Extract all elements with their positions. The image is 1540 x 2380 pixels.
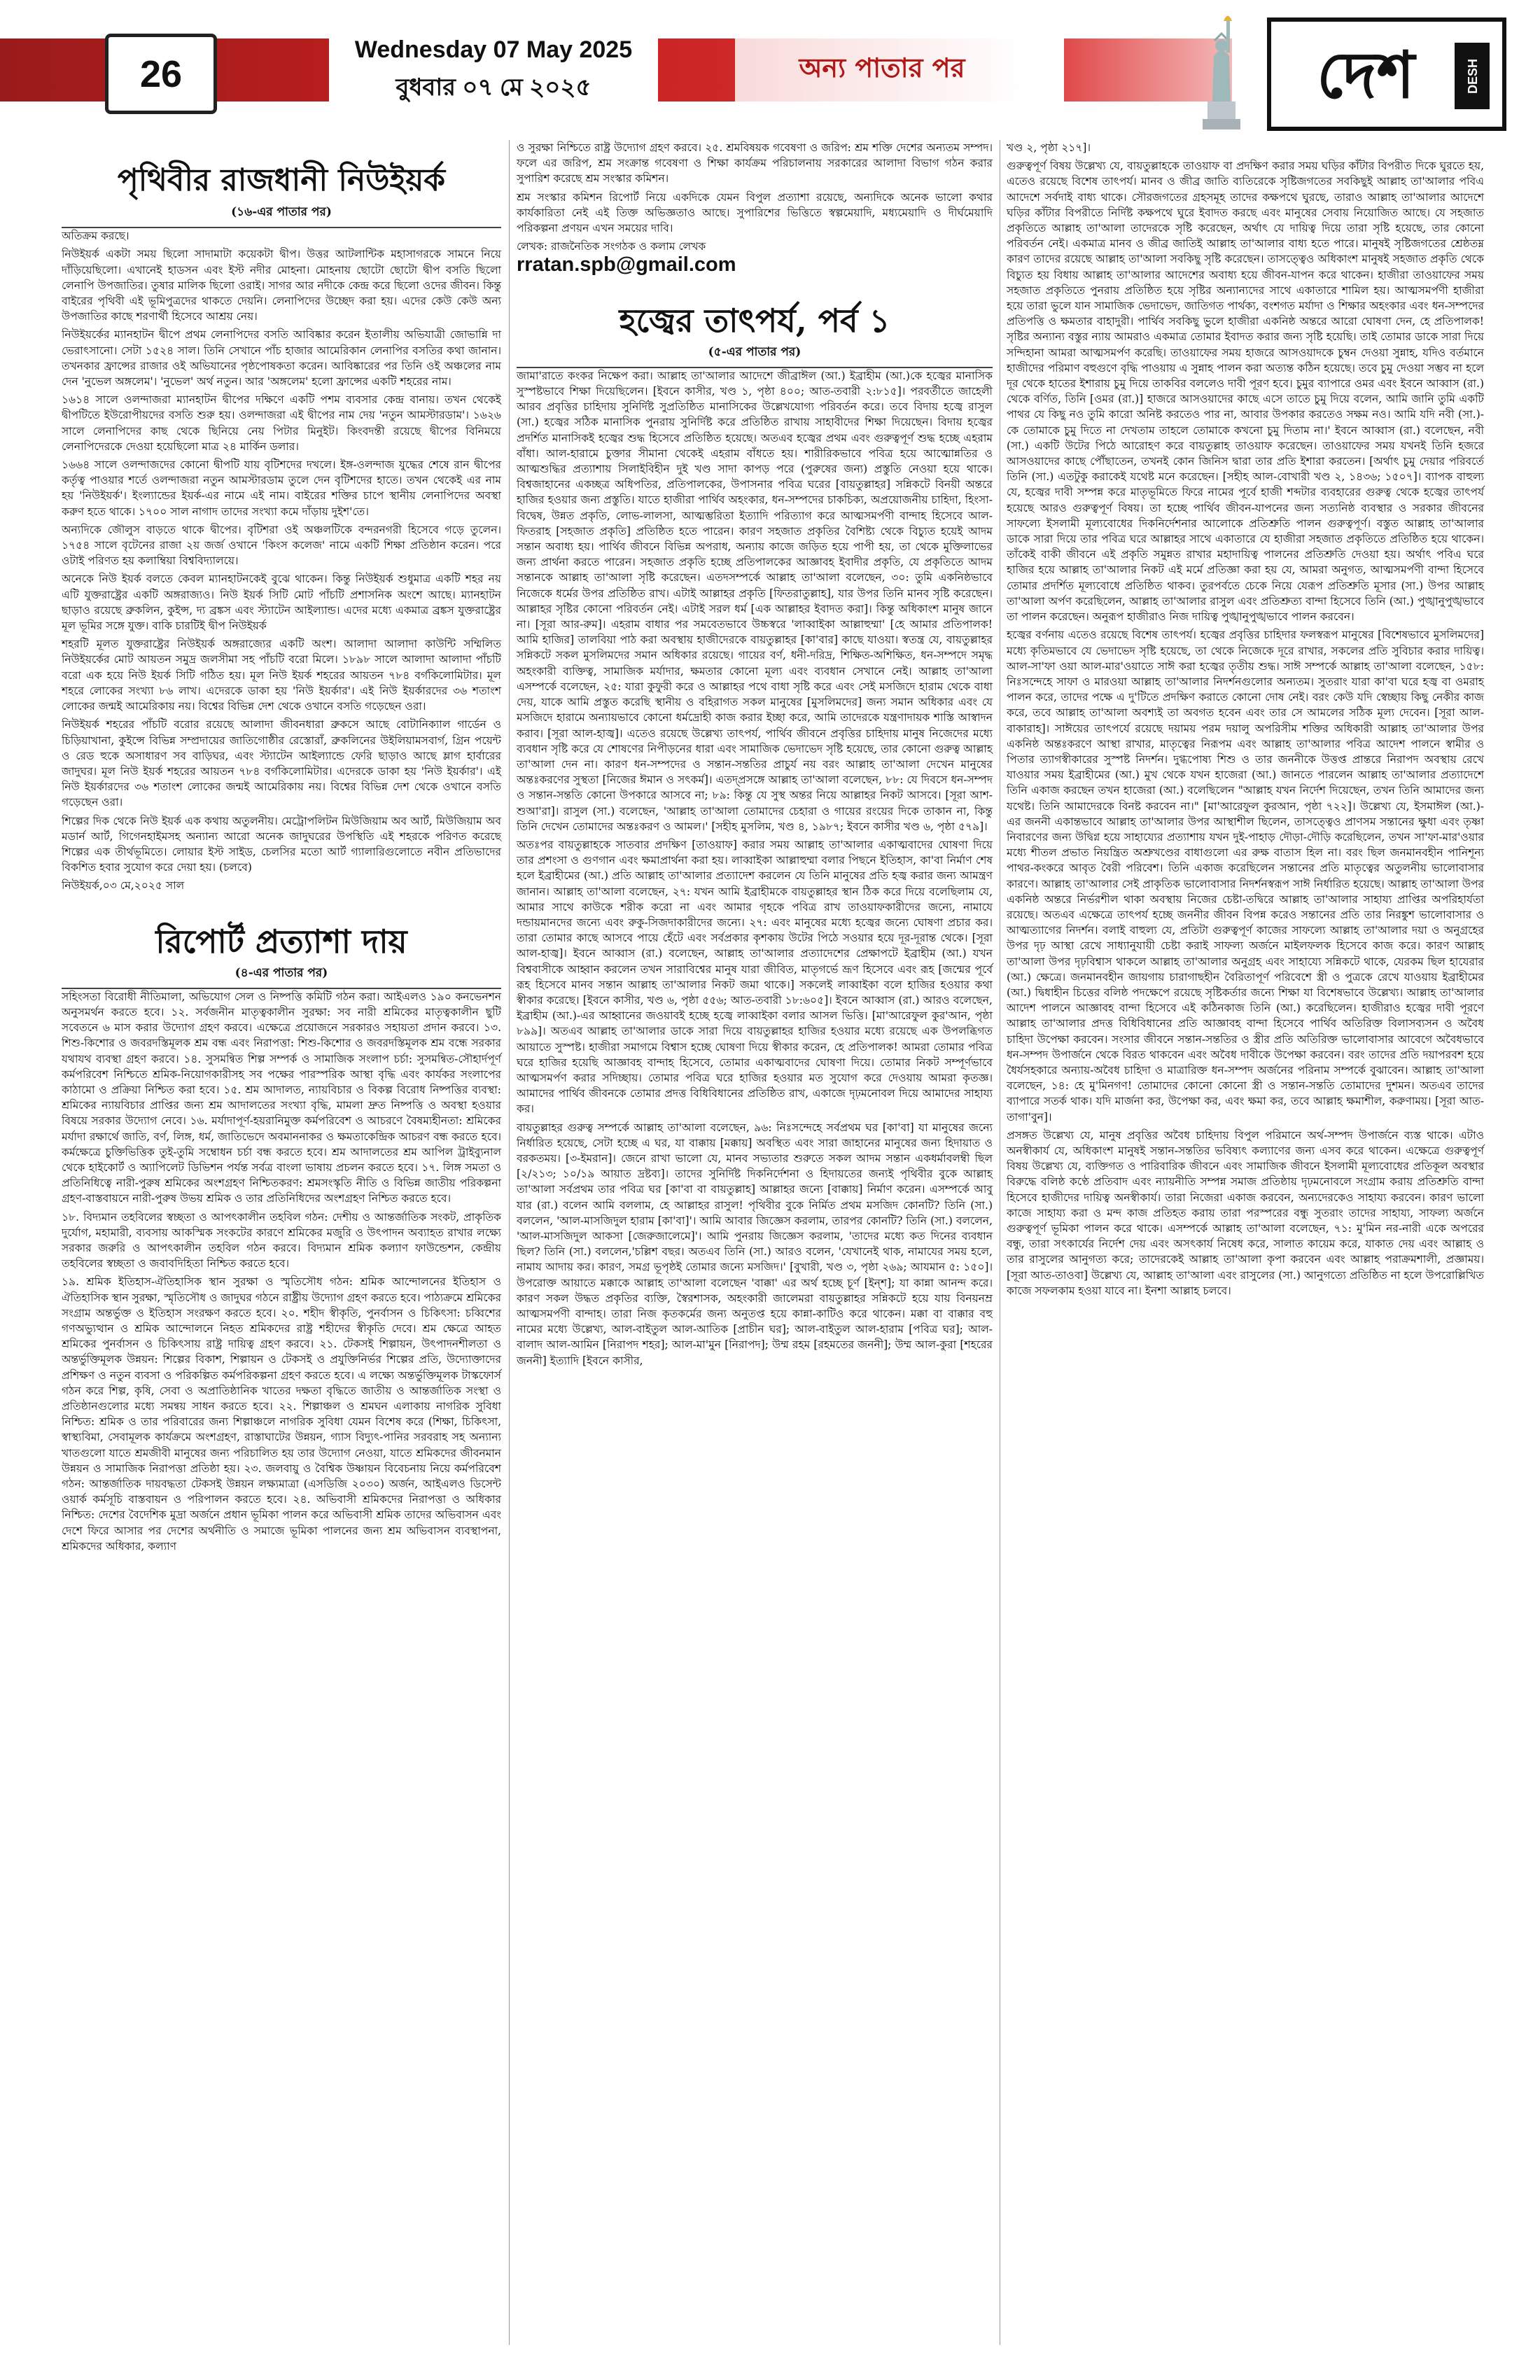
paragraph: শহরটি মূলত যুক্তরাষ্ট্রের নিউইয়র্ক অঙ্গরাজ্যের একটি অংশ। আলাদা আলাদা কাউন্টি সম্মিলিত নিউইয়র্কের মোট আয়তন সমুদ্র জলসীমা সহ পাঁচটি বরো মিলে। ১৮৯৮ সালে আলাদা আলাদা পাঁচটি বরো এক হয়ে নিউ ইয়র্ক সিটি গঠিত হয়। মূল নিউ ইয়র্ক শহরের আয়তন ৭৮৪ বর্গকিলোমিটার। মূল শহরে লোকের সংখ্যা ৮৬ লাখ। এদেরকে ডাকা হয় 'নিউ ইয়র্কার'। এই নিউ ইয়র্কারদের ৩৬ শতাংশ লোকের জন্মই আমেরিকায় নয়। বিশ্বের বিভিন্ন দেশ থেকে ওখানে বসতি গড়েছেন ওরা। [62, 638, 501, 713]
paragraph: ১৮. বিদ্যমান তহবিলের স্বচ্ছতা ও আপৎকালীন তহবিল গঠন: দেশীয় ও আন্তর্জাতিক সংকট, প্রাকৃতিক দুর্যোগ, মহামারী, ব্যবসায় আকস্মিক সংকটের কারণে শ্রমিকের মজুরি ও উৎপাদন অব্যাহত রাখার লক্ষ্যে সরকার জরুরি ও আপৎকালীন তহবিল গঠন করবে। বিদ্যমান শ্রমিক কল্যাণ ফাউন্ডেশন, কেন্দ্রীয় তহবিলের স্বচ্ছতা ও জবাবদিহিতা নিশ্চিত করতে হবে। [62, 1210, 501, 1270]
author-byline: লেখক: রাজনৈতিক সংগঠক ও কলাম লেখক [517, 240, 706, 253]
paragraph: ১৬১৪ সালে ওলন্দাজরা ম্যানহাটন দ্বীপের দক্ষিণে একটি পশম ব্যবসার কেন্দ্র বানায়। তখন থেকেই দ্বীপটিতে ইউরোপীয়দের বসতি শুরু হয়। ওলন্দাজরা এই দ্বীপের নাম দেয় 'নতুন আমস্টারডাম'। ১৬২৬ সালে লেনাপিদের কাছ থেকে ছিনিয়ে নেয় পিটার মিনুইট। কিংবদন্তী রয়েছে দ্বীপের বিনিময়ে লেনাপিদেরকে দেওয়া হয়েছিলো মাত্র ২৪ মার্কিন ডলার। [62, 393, 501, 453]
page-number: 26 [105, 34, 217, 114]
paragraph: অন্যদিকে জৌলুস বাড়তে থাকে দ্বীপের। বৃটিশরা ওই অঞ্চলটিকে বন্দরনগরী হিসেবে গড়ে তুলেন। ১৭৫৪ সালে বৃটেনের রাজা ২য় জর্জ ওখানে 'কিংস কলেজ' নামে একটি শিক্ষা প্রতিষ্ঠান করেন। পরে ওটাই পরিণত হয় কলাম্বিয়া বিশ্ববিদ্যালয়ে। [62, 523, 501, 568]
paragraph: জামা'রাতে কংকর নিক্ষেপ করা। আল্লাহ তা'আলার আদেশে জীব্রাঈল (আ.) ইব্রাহীম (আ.)কে হজ্বের মানাসিক সুস্পষ্টভাবে শিক্ষা দিয়েছিলেন। [ইবনে কাসীর, খণ্ড ১, পৃষ্ঠা ৪০০; আত-তবারী ২:৮১৫]। পরবর্তীতে জাহেলী আরব প্রবৃত্তির চাহিদায় সুনির্দিষ্ট সুপ্রতিষ্ঠিত মানাসিকের উল্লেখযোগ্য পরিবর্তন করে। তবে বিদায় হজ্বে রাসুল (সা.) হজ্বের সঠিক মানাসিক পুনরায় সুনির্দিষ্ট করে প্রতিষ্ঠিত রাখায় সাহাবীদের শিক্ষা দিয়েছেন। বিদায় হজ্বের প্রদর্শিত মানাসিকই হজ্বের শুদ্ধ হিসেবে প্রতিষ্ঠিত হয়েছে। অতএব হজ্বের প্রথম এবং গুরুত্বপূর্ণ শুদ্ধ হচ্ছে এহরাম বাঁধা। আল-হারামে চুক্তার সীমানা থেকেই এহরাম বাঁধতে হয়। শারীরিকভাবে পবিত্র হয়ে আত্মোন্নতির ও আত্মশুদ্ধির প্রত্যাশায় সিলাইবিহীন দুই খণ্ড সাদা কাপড় পরে (পুরুষের জন্য) প্রস্তুতি নেওয়া হয়ে থাকে। বিশ্বজাহানের একচ্ছত্র অধিপতির, প্রতিপালকের, উপাসনার পবিত্র ঘরের [বায়তুল্লাহর] সন্নিকটে বিনয়ী অন্তরে হাজির হওয়ার জন্য প্রস্তুতি। যাতে হাজীরা পার্থিব অহংকার, ধন-সম্পদের চাকচিক্য, অপ্রয়োজনীয় চাহিদা, হিংসা-বিদ্বেষ, উন্নত প্রকৃতি, লোভ-লালসা, আত্মম্ভরিতা ইত্যাদি পরিত্যাগ করে আত্মসমর্পণী বান্দাহ হিসেবে আল-ফিতরাহ [সহজাত প্রকৃতি] প্রতিষ্ঠিত হতে পারেন। কারণ সহজাত প্রকৃতির বৈশিষ্ট্য থেকে বিচ্যুত হয়েই আদম সন্তান অবাধ্য হয়। পার্থিব জীবনে বিভিন্ন অপরাধ, অন্যায় কাজে জড়িত হয়ে পাপী হয়, তা থেকে মুক্তিলাভের জন্য প্রার্থনা করতে পারেন। সহজাত প্রকৃতি হচ্ছে প্রতিপালকের আজ্ঞাবহ ইবাদীর প্রকৃতি, যে প্রকৃতিতে আদম সন্তানকে আল্লাহ তা'আলা সৃষ্টি করেছেন। এতদসম্পর্কে আল্লাহ তা'আলা বলেছেন, ৩০: তুমি একনিষ্ঠভাবে নিজেকে ধর্মের উপর প্রতিষ্ঠিত রাখ। এটাই আল্লাহর প্রকৃতি [ফিতরাতুল্লাহ], যার উপর তিনি মানব সৃষ্টি করেছেন। আল্লাহর সৃষ্টির কোনো পরিবর্তন নেই। এটাই সরল ধর্ম [এক আল্লাহর ইবাদত করা]। কিন্তু অধিকাংশ মানুষ জানে না। [সূরা আর-রুম]। এহরাম বাধার পর সমবেতভাবে উচ্চস্বরে 'লাব্বাইকা আল্লাহুম্মা' [হে আমার প্রতিপালক! আমি হাজির] তালবিয়া পাঠ করা অবস্থায় হাজীদেরকে বায়তুল্লাহর [কা'বার] কাছে যাওয়া। স্বতন্ত্র যে, বায়তুল্লাহর সন্নিকটে সকল মুসলিমদের সমান অধিকার রয়েছে। গায়ের বর্ণ, ধনী-দরিদ্র, শিক্ষিত-অশিক্ষিত, ধন-সম্পদে সমৃদ্ধ অহংকারী ব্যক্তিত্ব, সামাজিক মর্যাদার, ক্ষমতার কোনো মূল্য এবং ব্যবধান সেখানে নেই। আল্লাহ তা'আলা এসম্পর্কে বলেছেন, ২৫: যারা কুফুরী করে ও আল্লাহর পথে বাধা সৃষ্টি করে এবং সেই মসজিদে হারাম থেকে বাধা দেয়, যাকে আমি প্রস্তুত করেছি স্থানীয় ও বহিরাগত সকল মানুষের [মুসলিমদের] জন্য সমান অধিকার এবং যে মসজিদে হারামে অন্যায়ভাবে কোনো ধর্মদ্রোহী কাজ করার ইচ্ছা করে, আমি তাদেরকে যন্ত্রণাদায়ক শাস্তি আস্বাদন করাব। [সূরা আল-হাজ্ব]। এতেও রয়েছে উল্লেখ্য তাৎপর্য, পার্থিব জীবনে প্রবৃত্তির চাহিদায় মানুষ নিজেদের মধ্যে ব্যবধান সৃষ্টি করে যে শোষণের নিপীড়নের ধারা এবং সামাজিক ভেদাভেদ সৃষ্টি হয়েছে, তার কোনো গুরুত্ব আল্লাহ তা'আলা দেন না। কারণ ধন-সম্পদের ও সন্তান-সন্ততির প্রাচুর্য নয় বরং আল্লাহ তা'আলা দেখেন মানুষের অন্তঃকরণের সুস্থতা [নিজের ঈমান ও সৎকর্ম]। এতদ্প্রসঙ্গে আল্লাহ তা'আলা বলেছেন, ৮৮: যে দিবসে ধন-সম্পদ ও সন্তান-সন্ততি কোনো উপকারে আসবে না; ৮৯: কিন্তু যে সুস্থ অন্তর নিয়ে আল্লাহর নিকট আসবে। [সূরা আশ-শুআ'রা]। রাসুল (সা.) বলেছেন, 'আল্লাহ তা'আলা তোমাদের চেহারা ও গায়ের রংয়ের দিকে তাকান না, কিন্তু তিনি দেখেন তোমাদের অন্তঃকরণ ও আমল।' [সহীহ মুসলিম, খণ্ড ৪, ১৯৮৭; ইবনে কাসীর খণ্ড ৬, পৃষ্ঠা ৫৭৯]। [517, 369, 993, 833]
continued-from: (৪-এর পাতার পর) [234, 965, 328, 980]
author-email: rratan.spb@gmail.com [517, 253, 736, 276]
paragraph: শিল্পের দিক থেকে নিউ ইয়র্ক এক কথায় অতুলনীয়। মেট্রোপলিটন মিউজিয়াম অব আর্ট, মিউজিয়াম অব মডার্ন আর্ট, গিগেনহাইমসহ অন্যান্য আরো অনেক জাদুঘরের উপস্থিতি এই শহরকে পরিণত করেছে শিল্পের এক তীর্থভূমিতে। লোয়ার ইস্ট সাইড, চেলসির মতো আর্ট গ্যালারিগুলোতে নবীন প্রতিভাদের বিকশিত হবার সুযোগ করে দেয়া হয়। (চলবে) [62, 814, 501, 874]
paragraph: হজ্বের বর্ণনায় এতেও রয়েছে বিশেষ তাৎপর্য। হজ্বের প্রবৃত্তির চাহিদার ফলস্বরূপ মানুষের [বিশেষভাবে মুসলিমদের] মধ্যে কৃতিমভাবে যে ভেদাভেদ সৃষ্টি হয়েছে, তা থেকে নিজেকে দূরে রাখার, সকলের প্রতি সুবিচার করার দায়িত্ব। আল-সা'ফা ওয়া আল-মার'ওয়াতে সাঈ করা হজ্বের তৃতীয় শুদ্ধ। সাঈ সম্পর্কে আল্লাহ তা'আলা বলেছেন, ১৫৮: নিঃসন্দেহে সাফা ও মারওয়া আল্লাহ তা'আলার নিদর্শনগুলোর অন্যতম। সুতরাং যারা কা'বা ঘরে হজ্ব বা ওমরাহ পালন করে, তাদের পক্ষে এ দু'টিতে প্রদক্ষিণ করাতে কোনো দোষ নেই। বরং কেউ যদি স্বেচ্ছায় কিছু নেকীর কাজ করে, তবে আল্লাহ তা'আলা অবশ্যই তা অবগত হবেন এবং তার সে আমলের সঠিক মূল্য দেবেন। [সূরা আল-বাকারাহ]। সাঈয়ের তাৎপর্যে রয়েছে দয়াময় পরম দয়ালু অপরিসীম শক্তির অধিকারী আল্লাহ তা'আলার উপর একনিষ্ঠ অন্তঃকরণে আস্থা রাখার, মাতৃত্বের নিরূপম এবং আল্লাহ তা'আলার পবিত্র আদেশ পালনে স্বামীর ও পিতার ত্যাগস্বীকারের সুস্পষ্ট নিদর্শন। দুগ্ধপোষ্য শিশু ও তার জননীকে উত্তপ্ত প্রান্তরে নিরাপদ অবস্থায় রেখে যাওয়ার সময় ইব্রাহীমের (আ.) মুখ থেকে যখন হাজেরা (আ.) জানতে পারলেন আল্লাহ তা'আলার প্রত্যাদেশে তিনি একাজ করছেন তখন হাজেরা (আ.) বলেছিলেন "আল্লাহ যখন নির্দেশ দিয়েছেন, তখন তিনি আমাদের জন্য যথেষ্ট। তিনি আমাদেরকে বিনষ্ট করবেন না।" [মা'আরেফুল কুরআন, পৃষ্ঠা ৭২২]। উল্লেখ্য যে, ইসমাঈল (আ.)-এর জননী একান্তভাবে আল্লাহ তা'আলার উপর আস্থাশীল ছিলেন, তাসত্ত্বেও প্রাণসম সন্তানের ক্ষুধা এবং তৃষ্ণা নিবারণের জন্য উদ্বিগ্ন হয়ে সাহায্যের প্রত্যাশায় যখন দুই-পাহাড় দৌড়া-দৌড়ি করেছিলেন, তখন সা'ফা-মার'ওয়ার মধ্যে শীতল প্রভাত নিয়ন্ত্রিত অশ্রুখণ্ডের বাধাগুলো এর রুক্ষ বাতাস হিল না। বরং ছিল জনমানবহীন পানিশূন্য পাথর-কংকরে আবৃত বৈরী পরিবেশ। তিনি একাজ করেছিলেন সন্তানের প্রতি মাতৃত্বের অতুলনীয় ভালোবাসার কারণে। আল্লাহ তা'আলার সেই প্রাকৃতিক ভালোবাসার নিদর্শনস্বরূপ সাঈ নির্ধারিত হয়েছে। আল্লাহ তা'আলা উপর একনিষ্ঠ অন্তরে নির্ভরশীল থাকা অবস্থায় নিজের চেষ্টা-তদ্বিরে আল্লাহ তা'আলার সাহায্য প্রাপ্তির অপরিহার্যতা রয়েছে। অতএব এক্ষেত্রে তাৎপর্য হচ্ছে জননীর জীবন বিপন্ন করেও সন্তানের প্রতি তার নিরঙ্কুশ ভালোবাসার ও আত্মত্যাগের নিদর্শন। বলাই বাহুল্য যে, প্রতিটা গুরুত্বপূর্ণ কাজের সাফল্যে আল্লাহ তা'আলার দয়া ও অনুগ্রহের উপর দৃঢ় আস্থা রেখে সাধ্যানুযায়ী চেষ্টা করাই সাফল্য অর্জনে মাইলফলক হিসেবে কাজ করে। কারণ আল্লাহ তা'আলা উপর দৃঢ়বিশ্বাস থাকলে আল্লাহ তা'আলার অনুগ্রহ এবং সাহায্যে সন্নিকটে থাকে, যেরকম ছিল হাযেরার (আ.) ক্ষেত্রে। জনমানবহীন জায়গায় চারাগাছহীন বৈরিতাপূর্ণ পরিবেশে স্ত্রী ও পুত্রকে রেখে যাওয়ায় ইব্রাহীমের (আ.) দ্বিধাহীন চিত্তের বলিষ্ঠ পদক্ষেপে রয়েছে সৃষ্টিকর্তার জন্যে শিক্ষা যা বিশেষভাবে উল্লেখ্য। আল্লাহ তা'আলার আদেশ পালনে আজ্ঞাবহ বান্দা হিসেবে এই কঠিনকাজ তিনি (আ.) করেছিলেন। হাজীরাও হজ্বের দাবী পূরণে আল্লাহ তা'আলার প্রদত্ত বিধিবিধানের প্রতি আজ্ঞাবহ বান্দা হিসেবে পার্থিব অতিরিক্ত বিলাসব্যসন ও অবৈধ চাহিদা উপেক্ষা করবেন। সংসার জীবনে সন্তান-সন্ততির ও স্ত্রীর প্রতি অতিরিক্ত ভালোবাসার আবেগে অবৈধভাবে ধন-সম্পদ উপার্জনে থেকে বিরত থাকবেন এবং অবৈধ দাবীকে উপেক্ষা করবেন। বরং তাদের প্রতি দয়াপরবশ হয়ে ধৈর্যসহকারে অন্যায়-অবৈধ চাহিদা ও মাত্রারিক্ত ধন-সম্পদ অর্জনের পরিনাম সম্পর্কে বুঝাবেন। আল্লাহ তা'আলা বলেছেন, ১৪: হে মু'মিনগণ! তোমাদের কোনো কোনো স্ত্রী ও সন্তান-সন্ততি তোমাদের দুশমন। অতএব তাদের ব্যাপারে সতর্ক থাক। যদি মার্জনা কর, উপেক্ষা কর, এবং ক্ষমা কর, তবে আল্লাহ ক্ষমাশীল, করুণাময়। [সূরা আত-তাগা'বুন]। [1007, 629, 1484, 1124]
paragraph: নিউইয়র্ক একটা সময় ছিলো সাদামাটা কয়েকটা দ্বীপ। উত্তর আটলান্টিক মহাসাগরকে সামনে নিয়ে দাঁড়িয়েছিলো। এখানেই হাডসন এবং ইস্ট নদীর মোহনা। মোহনায় ছোটো ছোটো দ্বীপ বসতি ছিলো লেনাপি উপজাতির। তুষার মালিক ছিলো ওরাই। সাগর আর নদীকে কেন্দ্র করে ছিলো ওদের জীবন। কিন্তু বাইরের পৃথিবী এই ভূমিপুত্রদের থাকতে দেয়নি। লেনাপিদের উচ্ছেদ করা হয়। এদের কেউ কেউ অন্য উপজাতির কাছে শরণার্থী হিসেবে আশ্রয় নেয়। [62, 248, 501, 323]
section-label: অন্য পাতার পর [735, 38, 1029, 102]
paragraph: গুরুত্বপূর্ণ বিষয় উল্লেখ্য যে, বায়তুল্লাহকে তাওয়াফ বা প্রদক্ষিণ করার সময় ঘড়ির কাঁটার বিপরীত দিকে ঘুরতে হয়, এতেও রয়েছে বিশেষ তাৎপর্য। মানব ও জীব্র জাতি ব্যতিরেকে সৃষ্টিজগতের সবকিছুই আল্লাহ তা'আলার পবিএ আদেশে সর্বদাই বাধ্য থাকে। সৌরজগতের গ্রহসমূহ তাদের কক্ষপথে ঘুরছে, তারাও আল্লাহ তা'আলার আদেশে ঘড়ির কাঁটার বিপরীতে নির্দিষ্ট কক্ষপথে ঘুরে ইবাদত করছে এবং মানুষের সেবায় নিয়োজিত আছে। যে সহজাত প্রকৃতিতে আল্লাহ তা'আলা তাদেরকে সৃষ্টি করেছেন, অর্থাৎ যে দায়িত্ব দিয়ে তারা সৃষ্টি হয়েছে, তার কোনো পরিবর্তন নেই। একমাত্র মানব ও জীব্র জাতিই আল্লাহ তা'আলার বাধ্য হতে পারে। মানুষই সৃষ্টিজগতের শ্রেষ্ঠতম্ন কারণ তাদের রয়েছে আল্লাহ তা'আলা সবকিছু সৃষ্টি করেছেন। তাসত্ত্বেও অধিকাংশ মানুষই সহজাত প্রকৃতি থেকে বিচ্যুত হয় বিধায় আল্লাহ তা'আলার আদেশের অবাধ্য হয়ে জীবন-যাপন করে থাকেন। হাজীরা তাওয়াফের সময় সহজাত প্রকৃতিতে পুনরায় প্রতিষ্ঠিত হয়ে সৃষ্টির অন্যান্যদের সাথে একাতারে শামিল হয়। আত্মসমর্পণী হাজীরা হয়ে তারা ভুলে যান সামাজিক ভেদাভেদ, জাতিগত পার্থক্য, বংশগত মর্যাদা ও শিক্ষার অহংকার এবং ধন-সম্পদের প্রতিপত্তি ও ক্ষমতার বাহাদুরী। পার্থিব সবকিছু ভুলে হাজীরা একনিষ্ঠ অন্তরে আরো ঘোষণা দেন, হে প্রতিপালক! সৃষ্টির অন্যান্য বস্তুর ন্যায় আমরাও একমাত্র তোমার ইবাদত করার জন্য সৃষ্টি হয়েছি। তাই তোমার ডাকে সারা দিয়ে সন্দিহানা আমরা আত্মসমর্পণ করেছি। তাওয়াফের সময় হাজরে আসওয়াদকে চুম্বন দেওয়া সুন্নাহ, যদিও বর্তমানে হাজীদের পরিমাণ বহুগুণে বৃদ্ধি পাওয়ায় এ সুন্নাহ পালন করা অত্যন্ত কঠিন হয়েছে। তবে চুমু দেওয়া সম্ভব না হলে দূর থেকে হাতের ইশারায় চুমু দিয়ে তাকবির বললেও দাবী পূরণ হবে। চুমুর ব্যাপারে ওমর এবং ইবনে আব্বাস (রা.) থেকে বর্ণিত, তিনি [ওমর (রা.)] হাজরে আসওয়াদের কাছে এসে তাতে চুমু দিয়ে বলেন, আমি জানি তুমি একটি পাথর যে কিছু নও তুমি কারো অনিষ্ট করতেও পার না, আবার উপকার করতেও সক্ষম নও। আমি যদি নবী (সা.)-কে তোমাকে চুমু দিতে না দেখতাম তাহলে তোমাকে কখনো চুমু দিতাম না।' ইবনে আব্বাস (রা.) বলেছেন, নবী (সা.) একটি উটের পিঠে আরোহণ করে বায়তুল্লাহ তাওয়াফ করেছেন। তাওয়াফের সময় যখনই তিনি হজরে আসওয়াদের কাছে পৌঁছাতেন, তখনই কোন জিনিস দ্বারা তার প্রতি ইশারা করতেন। [অর্থাৎ চুমু দেয়ার পরিবর্তে তিনি (সা.) এতটুকু করাকেই যথেষ্ট মনে করেছেন। [সহীহ আল-বোখারী খণ্ড ২, ১৪৩৬; ১৫০৭]। ব্যাপক বাহুল্য যে, হজ্বের দাবী সম্পন্ন করে মাতৃভূমিতে ফিরে নামের পূর্বে হাজী শব্দটার ব্যবহারের গুরুত্ব থেকে হজ্বের তাৎপর্য হয়েছে আরও গুরুত্বপূর্ণ বিষয়। তা হচ্ছে পার্থিব জীবন-যাপনের জন্য সত্যনিষ্ঠ ব্যবস্থার ও সরকার জীবনের সাফল্যে ইসলামী মূল্যবোধের দিকনির্দেশনার আলোকে প্রতিশ্রুতি পালন গুরুত্বপূর্ণ। বস্তুত আল্লাহ তা'আলার ডাকে সারা দিয়ে তার পবিত্র ঘরে আল্লাহর সাথে একাতারে যে হাজীরা সহজাত প্রকৃতিতে প্রতিষ্ঠিত হয়ে থাকেন। তাঁকেই বাকী জীবনে এই প্রকৃতি সমুন্নত রাখার মহাদায়িত্ব পালনের প্রতিশ্রুতি দেওয়া হয়। অর্থাৎ পবিএ ঘরে হাজির হয়ে আল্লাহ তা'আলার নিকট এই মর্মে প্রতিজ্ঞা করা হয় যে, আমরা অনুগত, আত্মসমর্পণী বান্দা হিসেবে তোমার প্রদর্শিত মূল্যবোধে প্রতিষ্ঠিত থাকব। তুরপর্বতে চেকে নিয়ে যেরূপ প্রতিশ্রুতি মূসার (সা.) উপর আল্লাহ তা'আলা অর্পণ করেছিলেন, আল্লাহ তা'আলার রাসুল এবং প্রতিশ্রুত্য বান্দা হিসেবে তিনি (আ.) পুঙ্খানুপুঙ্খভাবে তা পালন করেছেন। অনুরূপ হাজীরাও নিজ দায়িত্ব পুঙ্খানুপুঙ্খভাবে পালন করবেন। [1007, 160, 1484, 624]
publication-logo [1267, 18, 1506, 131]
paragraph: প্রসঙ্গত উল্লেখ্য যে, মানুষ প্রবৃত্তির অবৈধ চাহিদায় বিপুল পরিমানে অর্থ-সম্পদ উপার্জনে ব্যস্ত থাকে। এটাও অনস্বীকার্য যে, অধিকাংশ মানুষই সন্তান-সন্ততির ভবিষ্যৎ কল্যাণের জন্য এসব করে থাকেন। এক্ষেত্রে গুরুত্বপূর্ণ বিষয় উল্লেখ্য যে, ব্যক্তিগত ও পারিবারিক জীবনে এবং সামাজিক জীবনে ইসলামী মূল্যবোধের প্রতিকূল অবস্থার বিরুদ্ধে বলিষ্ঠ কণ্ঠে প্রতিবাদ এবং ন্যায়নীতি সম্পন্ন সমাজ প্রতিষ্ঠায় দৃঢ়মনোবলে সংগ্রাম করায় প্রতিশ্রুতি বান্দা হিসেবে হাজীদের দায়িত্ব অনস্বীকার্য। তারা নিজেরা একাজ করবেন, অন্যদেরকেও সাহায্য করবেন। কারণ ভালো কাজে সাহায্য করা ও মন্দ কাজ প্রতিহত করায় তারা পরস্পরের বন্ধু সুতরাং তাদের সাহায্য, সাফল্য অর্জনে গুরুত্বপূর্ণ ভূমিকা পালন করে থাকে। এসম্পর্কে আল্লাহ তা'আলা বলেছেন, ৭১: মু'মিন নর-নারী একে অপরের বন্ধু, তারা সৎকার্যের নির্দেশ দেয় এবং অসৎকার্য নিষেধ করে, সালাত কায়েম করে, যাকাত দেয় এবং আল্লাহ ও তার রাসুলের আনুগত্য করে; তাদেরকেই আল্লাহ তা'আলা কৃপা করবেন এবং আল্লাহ পরাক্রমশালী, প্রজ্ঞাময়। [সূরা আত-তাওবা] উল্লেখ্য যে, আল্লাহ তা'আলা এবং রাসুলের (সা.) আনুগত্যে প্রতিষ্ঠিত না হলে উপরোল্লিখিত কাজে সফলকাম হওয়া যাবে না। ইনশা আল্লাহ চলবে। [1007, 1128, 1484, 1297]
continued-from: (৫-এর পাতার পর) [708, 344, 802, 359]
paragraph: অনেকে নিউ ইয়র্ক বলতে কেবল ম্যানহাটনকেই বুঝে থাকেন। কিন্তু নিউইয়র্ক শুধুমাত্র একটি শহর নয় এটি যুক্তরাষ্ট্রের একটি অঙ্গরাজ্যও। নিউ ইয়র্ক সিটি মোট পাঁচটি প্রশাসনিক অংশে আছে। ম্যানহাটন ছাড়াও রয়েছে ব্রুকলিন, কুইন্স, দ্য ব্রঙ্কস এবং স্ট্যাটেন আইল্যান্ড। এদের মধ্যে একমাত্র ব্রঙ্কস যুক্তরাষ্ট্রের মূল ভূমির সঙ্গে যুক্ত। বাকি চারটিই দ্বীপ নিউইয়র্ক [62, 573, 501, 633]
paragraph: অতিক্রম করছে। [62, 230, 130, 243]
paragraph: নিউইয়র্ক শহরের পাঁচটি বরোর রয়েছে আলাদা জীবনধারা ব্রুকসে আছে বোটানিক্যাল গার্ডেন ও চিড়িয়াখানা, কুইন্সে বিভিন্ন সম্প্রদায়ের জাতিগোষ্ঠীর রেস্তোরাঁ, ব্রুকলিনের উইলিয়ামসবার্গ, গ্রিন পয়েন্ট ও রেড হুকে অসাধারণ সব বাড়িঘর, এবং স্ট্যাটেন আইল্যান্ডে ফেরি ছাড়াও আছে ম্লাগ হার্বারের জাদুঘর। মূল নিউ ইয়র্ক শহরের আয়তন ৭৮৪ বর্গকিলোমিটার। এদেরকে ডাকা হয় 'নিউ ইয়র্কার'। এই নিউ ইয়র্কারদের ৩৬ শতাংশ লোকের জন্মই আমেরিকায় নয়। বিশ্বের বিভিন্ন দেশ থেকে ওখানে বসতি গড়েছেন ওরা। [62, 718, 501, 809]
column-2 [517, 140, 993, 1371]
continued-from: (১৬-এর পাতার পর) [231, 205, 332, 219]
page-header [0, 0, 1540, 133]
headline-hajj: হজ্বের তাৎপর্য, পর্ব ১ [619, 301, 890, 340]
headline-report: রিপোর্ট প্রত্যাশা দায় [155, 922, 407, 960]
date-bangla: বুধবার ০৭ মে ২০২৫ [396, 74, 592, 101]
logo-wordmark: দেশ [1316, 38, 1415, 113]
paragraph: বায়তুল্লাহর গুরুত্ব সম্পর্কে আল্লাহ তা'আলা বলেছেন, ৯৬: নিঃসন্দেহে সর্বপ্রথম ঘর [কা'বা] যা মানুষের জন্যে নির্ধারিত হয়েছে, সেটা হচ্ছে এ ঘর, যা বাক্কায় [মক্কায়] অবস্থিত এবং সারা জাহানের মানুষের জন্য হিদায়াত ও বরকতময়। [৩-ইমরান]। জেনে রাখা ভালো যে, মানব সভ্যতার শুরুতে সকল আদম সন্তান একধর্মাবলম্বী ছিল [২/২১৩; ১০/১৯ আয়াত দ্রষ্টব্য]। তাদের সুনির্দিষ্ট দিকনির্দেশনা ও হিদায়তের জন্যই পৃথিবীর বুকে আল্লাহ তা'আলা সর্বপ্রথম তার পবিত্র ঘর [কা'বা বা বায়তুল্লাহ] আল্লাহর জন্যে [বাক্কায়] নির্মাণ করেন। এসম্পর্কে আবু যার (রা.) বলেন আমি বললাম, হে আল্লাহর রাসুল! পৃথিবীর বুকে নির্মিত প্রথম মসজিদ কোনটি? তিনি (সা.) বললেন, 'আল-মাসজিদুল হারাম [কা'বা]'। আমি আবার জিজ্ঞেস করলাম, তারপর কোনটি? তিনি (সা.) বললেন, 'আল-মাসজিদুল আকসা [জেরুজালেমে]'। আমি পুনরায় জিজ্ঞেস করলাম, 'তাদের মধ্যে কত দিনের ব্যবধান ছিল? তিনি (সা.) বললেন,'চল্লিশ বছর। অতএব তিনি (সা.) আরও বলেন, 'যেখানেই থাক, নামাযের সময় হলে, নামায আদায় কর। কারণ, সমগ্র ভূপৃষ্ঠই তোমার জন্যে মসজিদ।' [বুখারী, খণ্ড ৩, পৃষ্ঠা ২৬৯; আযমান ৫: ১৫০]। উপরোক্ত আয়াতে মক্কাকে আল্লাহ তা'আলা বলেছেন 'বাক্কা' এর অর্থ হচ্ছে চূর্ণ [ইন্শ]; যা কান্না আনন্দ করে। কারণ সকল উদ্ধত প্রকৃতির ব্যক্তি, স্বৈরশাসক, অহংকারী জালেমরা বায়তুল্লাহর সন্নিকটে হয়ে যায় বিনয়নম্র আত্মসমর্পণী বান্দাহ। তারা নিজ কৃতকর্মের জন্য অনুতপ্ত হয়ে কান্না-কাটিও করে থাকেন। মক্কা বা বাক্কার বহু নামের মধ্যে উল্লেখ্য, আল-বাইতুল আল-আতিক [প্রাচীন ঘর]; আল-বাইতুল আল-হারাম [পবিত্র ঘর]; আল-বালাদ আল-আমিন [নিরাপদ শহর]; আল-মা'মুন [নিরাপদ]; উম্ম রহম [রহমতের জননী]; উম্ম আল-কুরা [শহরের জননী] ইত্যাদি [ইবনে কাসীর, [517, 1121, 993, 1367]
paragraph: খণ্ড ২, পৃষ্ঠা ২১৭]। [1007, 141, 1091, 154]
paragraph: নিউইয়র্কের ম্যানহাটন দ্বীপে প্রথম লেনাপিদের বসতি আবিষ্কার করেন ইতালীয় অভিযাত্রী জোভান্নি দা ভেরাৎসানো। সেটা ১৫২৪ সাল। তিনি সেখানে পাঁচ হাজার আমেরিকান লেনাপির বসতির কথা জানান। তখনকার ফ্রান্সের রাজার ওই অভিযানের পৃষ্ঠপোষকতা করেন। আবিষ্কারের পর তিনি ওই অঞ্চলের নাম দেন 'নুভেল অঙ্গলেম'। 'নুভেল' অর্থ নতুন। আর 'অঙ্গলেম' হলো ফ্রান্সের একটি শহরের নাম। [62, 328, 501, 388]
headline-new-york: পৃথিবীর রাজধানী নিউইয়র্ক [117, 162, 446, 198]
paragraph: ও সুরক্ষা নিশ্চিতে রাষ্ট্র উদ্যোগ গ্রহণ করবে। ২৫. শ্রমবিষয়ক গবেষণা ও জরিপ: শ্রম শক্তি দেশের অন্যতম সম্পদ। ফলে এর জরিপ, শ্রম সংক্রান্ত গবেষণা ও শিক্ষা কার্যক্রম পরিচালনায় সরকারের আলাদা বিভাগ গঠন করার সুপারিশ করেছে শ্রম সংস্কার কমিশন। [517, 141, 993, 186]
paragraph: ১৬৬৪ সালে ওলন্দাজদের কোনো দ্বীপটি যায় বৃটিশদের দখলে। ইঙ্গ-ওলন্দাজ যুদ্ধের শেষে রান দ্বীপের কর্তৃত্ব পাওয়ার শর্তে ওলন্দাজরা নতুন আমস্টারডাম তুলে দেন বৃটিশদের হাতে। তখন থেকেই এর নাম হয় 'নিউইয়র্ক'। ইংল্যান্ডের ইয়র্ক-এর নামে এই নাম। বাইরের শক্তির চাপে স্থানীয় লেনাপিদের অবস্থা করুণ হতে থাকে। ১৭০০ সাল নাগাদ তাদের সংখ্যা কমে দাঁড়ায় দুইশ'তে। [62, 458, 501, 518]
column-rule [509, 140, 510, 2345]
paragraph: শ্রম সংস্কার কমিশন রিপোর্ট নিয়ে একদিকে যেমন বিপুল প্রত্যাশা রয়েছে, অন্যদিকে অনেক ভালো কথার কার্যকারিতা নেই এই তিক্ত অভিজ্ঞতাও আছে। সুপারিশের ভিত্তিতে স্বল্পমেয়াদি, মধ্যমেয়াদি ও দীর্ঘমেয়াদি পরিকল্পনা প্রণয়ন এখন সময়ের দাবি। [517, 190, 993, 235]
date-block [329, 22, 658, 120]
column-3 [1007, 140, 1484, 1301]
paragraph: অতঃপর বায়তুল্লাহকে সাতবার প্রদক্ষিণ [তাওয়াফ] করার সময় আল্লাহ তা'আলার একাত্মবাদের ঘোষণা দিয়ে তার প্রশংসা ও গুণগান এবং ক্ষমাপ্রার্থনা করা হয়। লাব্বাইকা আল্লাহুম্মা বলার পিছনে ইতিহাস, কা'বা নির্মাণ শেষ হলে ইব্রাহীমের (আ.) প্রতি আল্লাহ তা'আলার প্রত্যাদেশ করলেন যে তিনি মানুষের প্রতি হজ্ব করার জন্য আমন্ত্রণ জানান। আল্লাহ তা'আলা বলেছেন, ২৭: যখন আমি ইব্রাহীমকে বায়তুল্লাহর স্থান ঠিক করে দিয়ে বলেছিলাম যে, আমার সাথে কাউকে শরীক করো না এবং আমার গৃহকে পবিত্র রাখ তাওয়াফকারীদের জন্যে, নামাযে দন্ডায়মানদের জন্যে এবং রুকু-সিজদাকারীদের জন্যে। ২৭: এবং মানুষের মধ্যে হজ্বের জন্যে ঘোষণা প্রচার কর। তারা তোমার কাছে আসবে পায়ে হেঁটে এবং সর্বপ্রকার কৃশকায় উটের পিঠে সওয়ার হয়ে দূর-দূরান্ত থেকে। [সূরা আল-হাজ্ব]। ইবনে আব্বাস (রা.) বলেছেন, আল্লাহ তা'আলার প্রত্যাদেশের প্রেক্ষাপটে ইব্রাহীম (আ.) যখন বিশ্ববাসীকে আহ্বান করলেন তখন সারাবিশ্বের মানুষ যারা জীবিত, মাতৃগর্ভে ভ্রূণ হিসেবে এবং রূহ [জন্মের পূর্বে রূহ হিসেবে মানব সন্তান আল্লাহ তা'আলার নিকট জমা থাকে।] সকলেই লাব্বাইকা বলে হাজির হওয়ার কথা স্বীকার করেছে। [ইবনে কাসীর, খণ্ড ৬, পৃষ্ঠা ৫৫৬; আত-তবারী ১৮:৬০৫]। ইবনে আব্বাস (রা.) আরও বলেছেন, ইব্রাহীম (আ.)-এর আহ্বানের জওয়াবই হচ্ছে হজ্বে লাব্বাইকা বলার আসল ভিত্তি। [মা'আরেফুল কুর'আন, পৃষ্ঠা ৮৯৯]। অতএব আল্লাহ তা'আলার ডাকে সারা দিয়ে বায়তুল্লাহর হাজির হওয়ার মধ্যে রয়েছে এক উপলব্ধিগত আয়াতে সুস্পষ্ট। হাজীরা সমাগমে বিশ্বাস হচ্ছে ঘোষণা দিয়ে স্বীকার করেন, হে প্রতিপালক! আমরা তোমার পবিত্র ঘরে হাজির হয়েছি আজ্ঞাবহ বান্দাহ হিসেবে, তোমার একাত্মবাদের ঘোষণা দিয়ে। তোমার নিকট সম্পূর্ণভাবে আত্মসমর্পণ করার সদিচ্ছায়। তোমার পবিত্র ঘরে হাজির হওয়ার মত সুযোগ করে দেওয়ায় আমরা কৃতজ্ঞ। আমাদের পার্থিব জীবনকে তোমার প্রদত্ত বিধিবিধানের প্রতিষ্ঠিত রাখ, একাজে দৃঢ়মনোবল দিয়ে আমাদের সাহায্য কর। [517, 838, 993, 1116]
paragraph: সহিংসতা বিরোধী নীতিমালা, অভিযোগ সেল ও নিষ্পত্তি কমিটি গঠন করা। আইএলও ১৯০ কনভেনশন অনুসমর্থন করতে হবে। ১২. সর্বজনীন মাতৃত্বকালীন সুরক্ষা: সব নারী শ্রমিকের মাতৃত্বকালীন ছুটি সবেতনে ৬ মাস করার উদ্যোগ গ্রহণ করবে। এক্ষেত্রে প্রয়োজনে সরকারও সহায়তা প্রদান করবে। ১৩. শিশু-কিশোর ও জবরদস্তিমূলক শ্রম বন্ধ এবং নিরাপত্তা: শিশু-কিশোর ও জবরদস্তিমূলক শ্রম বন্ধে সরকার যথাযথ ব্যবস্থা গ্রহণ করবে। ১৪. সুসমন্বিত শিল্প সম্পর্ক ও সামাজিক সংলাপ চর্চা: সুসমন্বিত-সৌহার্দপূর্ণ কর্মপরিবেশ নিশ্চিতে শ্রমিক-নিয়োগকারীসহ সব পক্ষের পারস্পরিক আস্থা বৃদ্ধি এবং কার্যকর সংলাপের কাঠামো ও প্রক্রিয়া নিশ্চিত করা হবে। ১৫. শ্রম আদালত, ন্যায়বিচার ও বিকল্প বিরোধ নিষ্পত্তির ব্যবস্থা: শ্রমিকের ন্যায়বিচার প্রাপ্তির জন্য শ্রম আদালতের সংখ্যা বৃদ্ধি, মামলা দ্রুত নিষ্পত্তি ও অবস্থা হওয়ার বিষয়ে সরকার উদ্যোগ নেবে। ১৬. মর্যাদাপূর্ণ-হয়রানিমুক্ত কর্মপরিবেশ ও আচরণে বৈষম্যহীনতা: শ্রমিকের মর্যাদা রক্ষার্থে জাতি, বর্ণ, লিঙ্গ, ধর্ম, জাতিভেদে অবমাননাকর ও ক্ষমতাকেন্দ্রিক আচরণ বন্ধ করতে হবে। কর্মক্ষেত্রে চুক্তিভিত্তিক তুই-তুমি সম্বোধন চর্চা বন্ধ করতে হবে। শ্রম আদালতের শ্রম আপিল ট্রাইব্যুনাল থেকে হাইকোর্ট ও অ্যাপিলেট ডিভিশন পর্যন্ত সর্বত্র বাংলা ভাষায় প্রচলন করতে হবে। ১৭. লিঙ্গ সমতা ও প্রতিনিধিত্বে নারী-পুরুষ শ্রমিকের অংশগ্রহণ নিশ্চিতকরণ: শ্রমসংস্কৃতি নীতি ও বিভিন্ন জাতীয় পরিকল্পনা গ্রহণ-বাস্তবায়নে নারী-পুরুষ উভয় শ্রমিক ও তার প্রতিনিধিদের অংশগ্রহণ নিশ্চিত করতে হবে। [62, 990, 501, 1205]
logo-subtext: DESH [1466, 58, 1480, 94]
paragraph: ১৯. শ্রমিক ইতিহাস-ঐতিহাসিক স্থান সুরক্ষা ও স্মৃতিসৌধ গঠন: শ্রমিক আন্দোলনের ইতিহাস ও ঐতিহাসিক স্থান সুরক্ষা, স্মৃতিসৌধ ও জাদুঘর গঠনে রাষ্ট্রীয় উদ্যোগ গ্রহণ করতে হবে। পাঠ্যক্রমে শ্রমিকের সংগ্রাম অন্তর্ভুক্ত ও ইতিহাস সংরক্ষণ করতে হবে। ২০. শহীদ স্বীকৃতি, পুনর্বাসন ও চিকিৎসা: চব্বিশের গণঅভ্যুত্থান ও শ্রমিক আন্দোলনে নিহত শ্রমিকদের রাষ্ট্র শহীদের স্বীকৃতি দেবে। শ্রম ক্ষেত্রে আহত শ্রমিকের পুনর্বাসন ও চিকিৎসায় রাষ্ট্র দায়িত্ব গ্রহণ করবে। ২১. টেকসই শিল্পায়ন, উৎপাদনশীলতা ও অন্তর্ভুক্তিমূলক উন্নয়ন: শিল্পের বিকাশ, শিল্পায়ন ও টেকসই ও প্রযুক্তিনির্ভর শিল্পের প্রতি, উদ্যোক্তাদের প্রশিক্ষণ ও নতুন ব্যবসা ও পরিকল্পিত কর্মপরিকল্পনা গ্রহণ করতে হবে। এ লক্ষ্যে অন্তর্ভুক্তিমূলক টাস্কফোর্স গঠন করে শিল্প, কৃষি, সেবা ও অপ্রাতিষ্ঠানিক খাতের দক্ষতা বৃদ্ধিতে জাতীয় ও আন্তর্জাতিক সংস্থা ও প্রতিষ্ঠানগুলোর মধ্যে সমন্বয় সাধন করতে হবে। ২২. শিল্পাঞ্চল ও শ্রমঘন এলাকায় নাগরিক সুবিধা নিশ্চিত: শ্রমিক ও তার পরিবারের জন্য শিল্পাঞ্চলে নাগরিক সুবিধা যেমন বিশেষ করে (শিক্ষা, চিকিৎসা, স্বাস্থ্যবিমা, সেবামূলক কার্যক্রমে অংশগ্রহণ, রাস্তাঘাটের উন্নয়ন, গ্যাস বিদ্যুৎ-পানির সরবরাহ সহ অন্যান্য খাতগুলো যাতে শ্রমজীবী মানুষের জন্য পরিচালিত হয় তার উদ্যোগ নেওয়া, যাতে শ্রমিকদের জীবনমান উন্নয়ন ও সামাজিক নিরাপত্তা প্রতিষ্ঠা হয়। ২৩. জলবায়ু ও বৈশ্বিক উষ্ণায়ন বিবেচনায় নিয়ে কর্মপরিবেশ গঠন: আন্তর্জাতিক দায়বদ্ধতা টেকসই উন্নয়ন লক্ষ্যমাত্রা (এসডিজি ২০৩০) অর্জন, আইএলও ডিসেন্ট ওয়ার্ক কর্মসূচি বাস্তবায়ন ও পরিপালন করতে হবে। ২৪. অভিবাসী শ্রমিকদের নিরাপত্তা ও অধিকার নিশ্চিত: দেশের বৈদেশিক মুদ্রা অর্জনে প্রধান ভূমিকা পালন করে অভিবাসী শ্রমিক তাদের অভিবাসন এবং দেশে ফিরে আসার পর দেশের অর্থনীতি ও সমাজে ভূমিকা পালনের জন্য শ্রম অভিবাসন ব্যবস্থাপনা, শ্রমিকদের অধিকার, কল্যাণ [62, 1275, 501, 1553]
dateline: নিউইয়র্ক,০৩ মে,২০২৫ সাল [62, 879, 185, 892]
statue-of-liberty-icon [1183, 7, 1260, 130]
column-1 [62, 140, 501, 1557]
date-english: Wednesday 07 May 2025 [354, 36, 633, 63]
